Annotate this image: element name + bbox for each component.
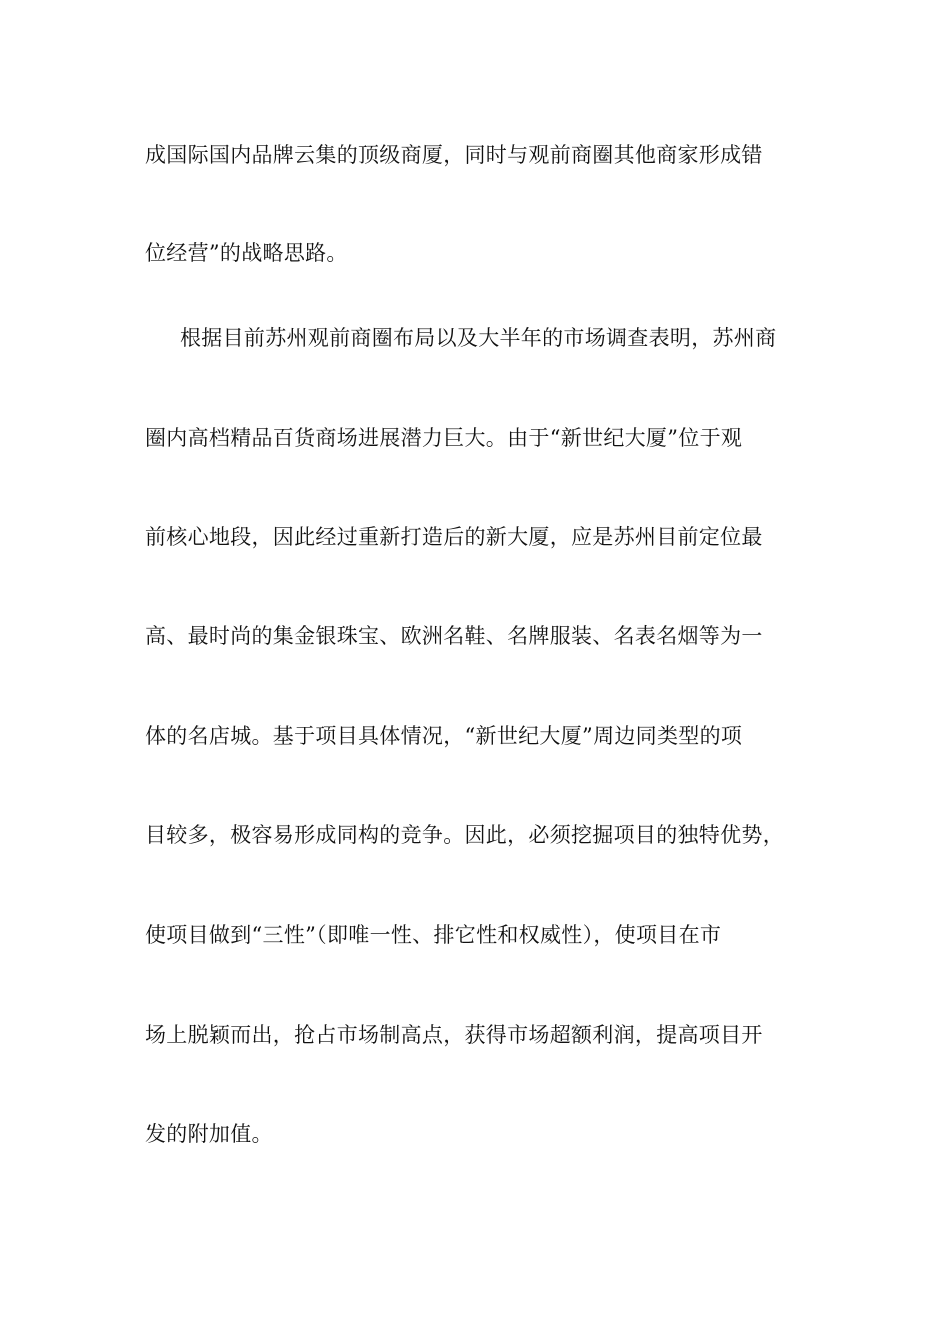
paragraph-first-line: 根据目前苏州观前商圈布局以及大半年的市场调查表明，苏州商 (180, 326, 777, 350)
text-line: 发的附加值。 (145, 1122, 273, 1146)
text-line: 圈内高档精品百货商场进展潜力巨大。由于“新世纪大厦”位于观 (145, 426, 743, 450)
text-line: 目较多，极容易形成同构的竞争。因此，必须挖掘项目的独特优势， (145, 823, 784, 847)
text-line: 场上脱颖而出，抢占市场制高点，获得市场超额利润，提高项目开 (145, 1023, 763, 1047)
text-line: 成国际国内品牌云集的顶级商厦，同时与观前商圈其他商家形成错 (145, 143, 763, 167)
text-line: 使项目做到“三性”（即唯一性、排它性和权威性），使项目在市 (145, 923, 722, 947)
text-line: 前核心地段，因此经过重新打造后的新大厦，应是苏州目前定位最 (145, 525, 763, 549)
text-line: 体的名店城。基于项目具体情况，“新世纪大厦”周边同类型的项 (145, 724, 743, 748)
text-line: 位经营”的战略思路。 (145, 241, 348, 265)
text-line: 高、最时尚的集金银珠宝、欧洲名鞋、名牌服装、名表名烟等为一 (145, 624, 763, 648)
